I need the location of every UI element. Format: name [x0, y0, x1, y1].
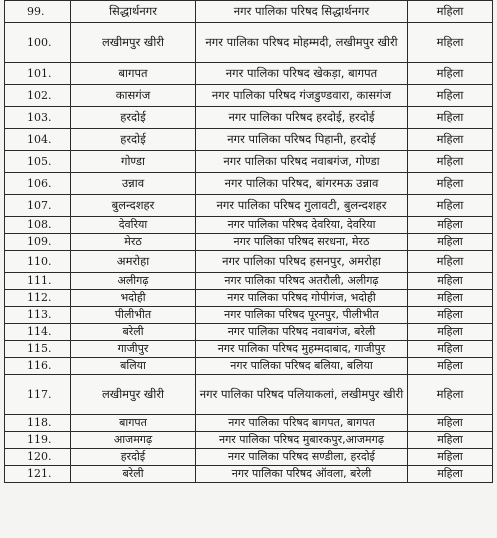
district-cell: बागपत — [71, 63, 196, 85]
table-row — [5, 129, 493, 151]
serial-number-cell: 118. — [5, 415, 71, 432]
serial-number-cell: 107. — [5, 195, 71, 217]
municipal-body-cell: नगर पालिका परिषद मुहम्मदाबाद, गाजीपुर — [196, 341, 408, 358]
table-row — [5, 1, 493, 23]
category-cell: महिला — [408, 324, 493, 341]
table-row — [5, 173, 493, 195]
table-row — [5, 466, 493, 483]
category-cell: महिला — [408, 63, 493, 85]
district-cell: हरदोई — [71, 129, 196, 151]
municipal-body-cell: नगर पालिका परिषद गोपीगंज, भदोही — [196, 290, 408, 307]
category-cell: महिला — [408, 23, 493, 63]
district-cell: मेरठ — [71, 234, 196, 251]
district-cell: आजमगढ़ — [71, 432, 196, 449]
municipal-body-cell: नगर पालिका परिषद बलिया, बलिया — [196, 358, 408, 375]
category-cell: महिला — [408, 151, 493, 173]
category-cell: महिला — [408, 432, 493, 449]
category-cell: महिला — [408, 217, 493, 234]
table-row — [5, 449, 493, 466]
serial-number-cell: 119. — [5, 432, 71, 449]
serial-number-cell: 104. — [5, 129, 71, 151]
category-cell: महिला — [408, 415, 493, 432]
municipal-body-cell: नगर पालिका परिषद नवाबगंज, बरेली — [196, 324, 408, 341]
district-cell: गोण्डा — [71, 151, 196, 173]
table-row — [5, 358, 493, 375]
category-cell: महिला — [408, 129, 493, 151]
municipal-body-cell: नगर पालिका परिषद सण्डीला, हरदोई — [196, 449, 408, 466]
municipal-body-cell: नगर पालिका परिषद हरदोई, हरदोई — [196, 107, 408, 129]
municipal-body-cell: नगर पालिका परिषद सिद्धार्थनगर — [196, 1, 408, 23]
district-cell: अमरोहा — [71, 251, 196, 273]
serial-number-cell: 120. — [5, 449, 71, 466]
municipal-body-cell: नगर पालिका परिषद गुलावटी, बुलन्दशहर — [196, 195, 408, 217]
serial-number-cell: 100. — [5, 23, 71, 63]
district-cell: उन्नाव — [71, 173, 196, 195]
table-row — [5, 151, 493, 173]
municipal-body-cell: नगर पालिका परिषद हसनपुर, अमरोहा — [196, 251, 408, 273]
district-cell: बुलन्दशहर — [71, 195, 196, 217]
municipal-body-cell: नगर पालिका परिषद सरधना, मेरठ — [196, 234, 408, 251]
serial-number-cell: 115. — [5, 341, 71, 358]
municipal-body-cell: नगर पालिका परिषद मोहम्मदी, लखीमपुर खीरी — [196, 23, 408, 63]
serial-number-cell: 113. — [5, 307, 71, 324]
municipal-body-cell: नगर पालिका परिषद पूरनपुर, पीलीभीत — [196, 307, 408, 324]
serial-number-cell: 99. — [5, 1, 71, 23]
district-cell: बलिया — [71, 358, 196, 375]
table-row — [5, 341, 493, 358]
municipal-body-cell: नगर पालिका परिषद पिहानी, हरदोई — [196, 129, 408, 151]
serial-number-cell: 105. — [5, 151, 71, 173]
district-cell: लखीमपुर खीरी — [71, 375, 196, 415]
district-cell: बरेली — [71, 324, 196, 341]
category-cell: महिला — [408, 107, 493, 129]
table-row — [5, 195, 493, 217]
table-row — [5, 23, 493, 63]
district-cell: बरेली — [71, 466, 196, 483]
table-row — [5, 107, 493, 129]
category-cell: महिला — [408, 307, 493, 324]
table-row — [5, 307, 493, 324]
municipal-body-cell: नगर पालिका परिषद गंजडुण्डवारा, कासगंज — [196, 85, 408, 107]
category-cell: महिला — [408, 341, 493, 358]
table-row — [5, 217, 493, 234]
table-row — [5, 432, 493, 449]
category-cell: महिला — [408, 449, 493, 466]
district-cell: भदोही — [71, 290, 196, 307]
district-cell: पीलीभीत — [71, 307, 196, 324]
serial-number-cell: 106. — [5, 173, 71, 195]
serial-number-cell: 116. — [5, 358, 71, 375]
reservation-table — [4, 0, 493, 483]
district-cell: देवरिया — [71, 217, 196, 234]
category-cell: महिला — [408, 85, 493, 107]
serial-number-cell: 117. — [5, 375, 71, 415]
category-cell: महिला — [408, 251, 493, 273]
category-cell: महिला — [408, 234, 493, 251]
municipal-body-cell: नगर पालिका परिषद नवाबगंज, गोण्डा — [196, 151, 408, 173]
category-cell: महिला — [408, 358, 493, 375]
district-cell: हरदोई — [71, 449, 196, 466]
category-cell: महिला — [408, 273, 493, 290]
serial-number-cell: 114. — [5, 324, 71, 341]
district-cell: लखीमपुर खीरी — [71, 23, 196, 63]
table-row — [5, 251, 493, 273]
serial-number-cell: 121. — [5, 466, 71, 483]
municipal-body-cell: नगर पालिका परिषद बागपत, बागपत — [196, 415, 408, 432]
serial-number-cell: 110. — [5, 251, 71, 273]
table-row — [5, 63, 493, 85]
table-row — [5, 415, 493, 432]
category-cell: महिला — [408, 173, 493, 195]
municipal-body-cell: नगर पालिका परिषद खेकड़ा, बागपत — [196, 63, 408, 85]
table-row — [5, 85, 493, 107]
municipal-body-cell: नगर पालिका परिषद ऑवला, बरेली — [196, 466, 408, 483]
district-cell: कासगंज — [71, 85, 196, 107]
municipal-body-cell: नगर पालिका परिषद अतरौली, अलीगढ़ — [196, 273, 408, 290]
table-row — [5, 234, 493, 251]
category-cell: महिला — [408, 375, 493, 415]
category-cell: महिला — [408, 195, 493, 217]
serial-number-cell: 109. — [5, 234, 71, 251]
municipal-body-cell: नगर पालिका परिषद, बांगरमऊ उन्नाव — [196, 173, 408, 195]
district-cell: सिद्धार्थनगर — [71, 1, 196, 23]
district-cell: बागपत — [71, 415, 196, 432]
district-cell: हरदोई — [71, 107, 196, 129]
table-row — [5, 290, 493, 307]
serial-number-cell: 101. — [5, 63, 71, 85]
table-row — [5, 324, 493, 341]
table-body — [5, 1, 493, 483]
table-row — [5, 375, 493, 415]
category-cell: महिला — [408, 1, 493, 23]
district-cell: गाजीपुर — [71, 341, 196, 358]
serial-number-cell: 102. — [5, 85, 71, 107]
district-cell: अलीगढ़ — [71, 273, 196, 290]
serial-number-cell: 111. — [5, 273, 71, 290]
table-row — [5, 273, 493, 290]
serial-number-cell: 112. — [5, 290, 71, 307]
serial-number-cell: 103. — [5, 107, 71, 129]
category-cell: महिला — [408, 290, 493, 307]
municipal-body-cell: नगर पालिका परिषद देवरिया, देवरिया — [196, 217, 408, 234]
municipal-body-cell: नगर पालिका परिषद मुबारकपुर,आजमगढ़ — [196, 432, 408, 449]
category-cell: महिला — [408, 466, 493, 483]
municipal-body-cell: नगर पालिका परिषद पलियाकलां, लखीमपुर खीरी — [196, 375, 408, 415]
serial-number-cell: 108. — [5, 217, 71, 234]
